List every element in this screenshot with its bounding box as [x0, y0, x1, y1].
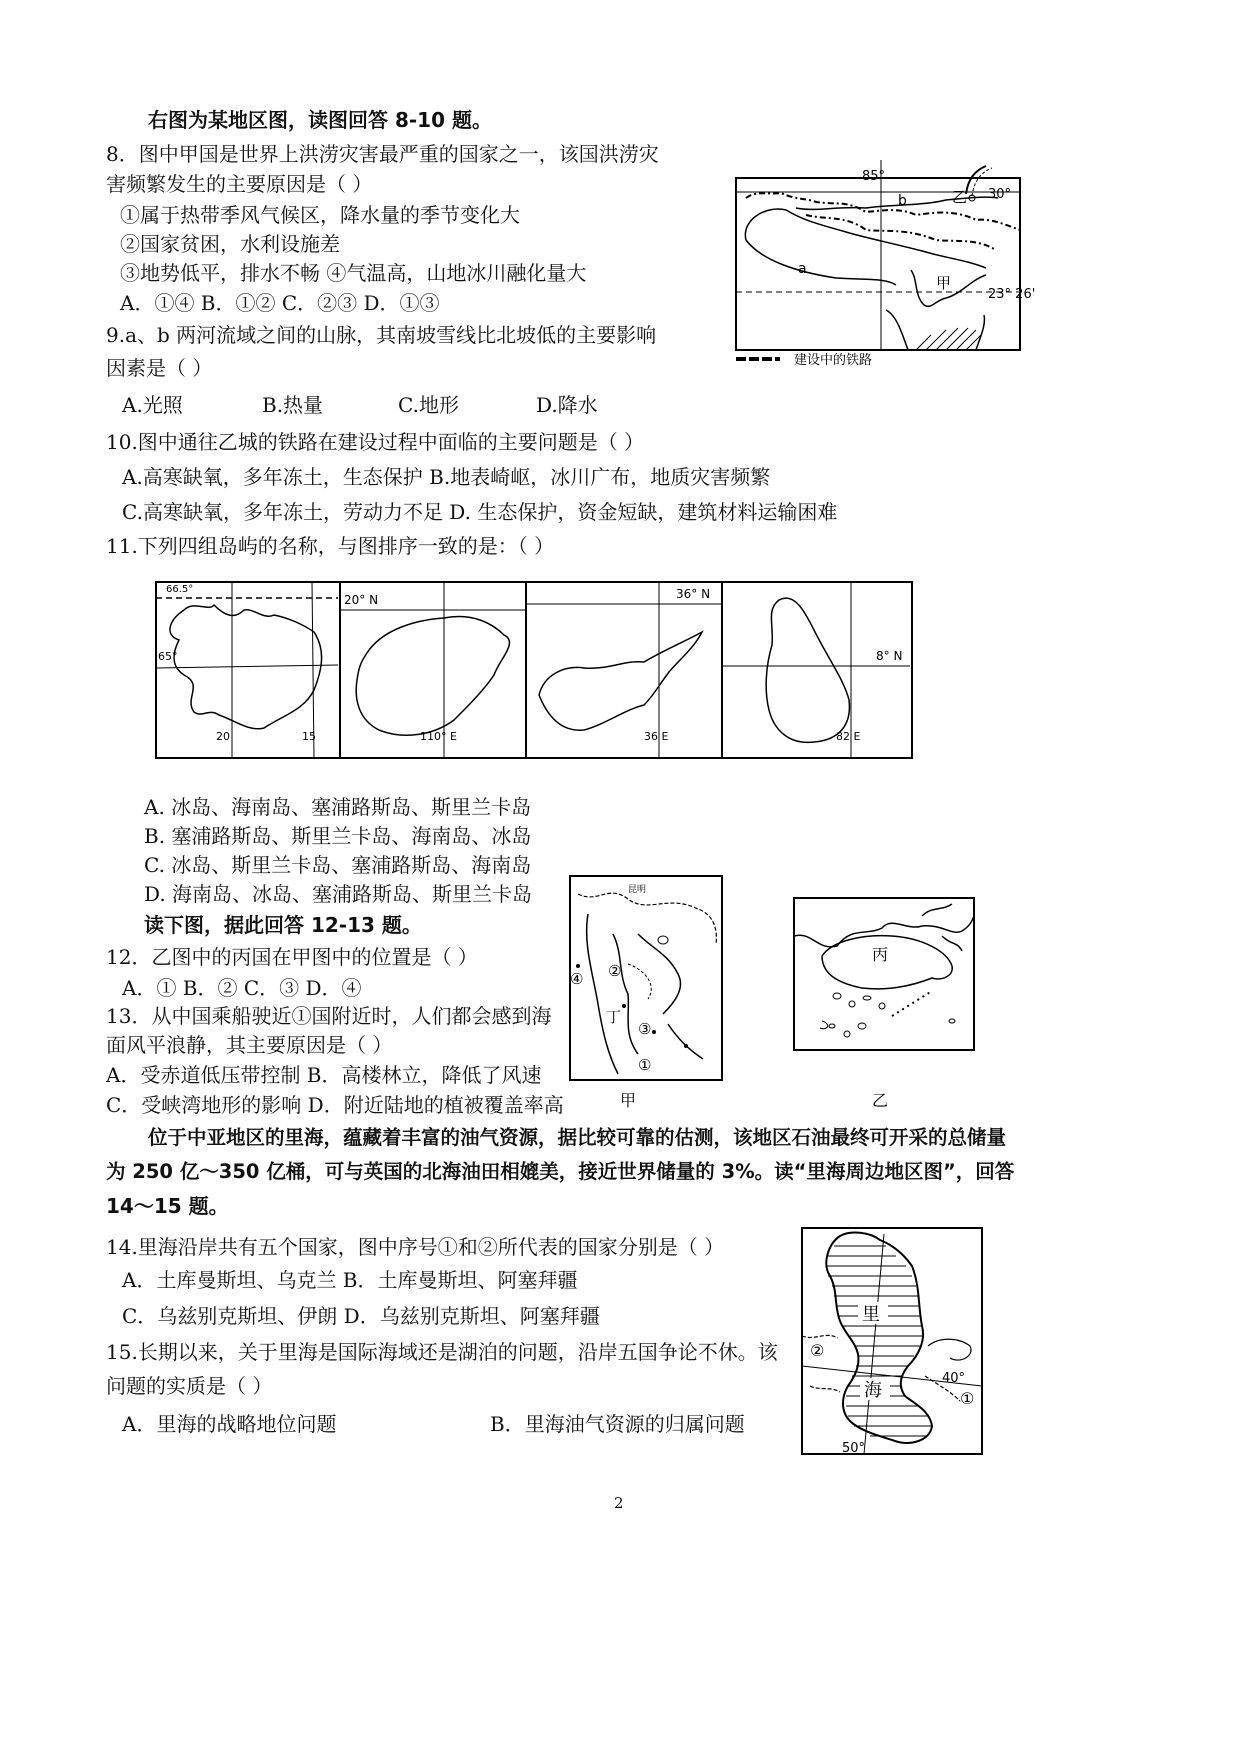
- caspian-marker-2: ②: [810, 1341, 825, 1360]
- iceland-lon1: 20: [216, 730, 230, 743]
- q8-stem-1: 8．图中甲国是世界上洪涝灾害最严重的国家之一，该国洪涝灾: [106, 142, 659, 166]
- q13-stem-2: 面风平浪静，其主要原因是（ ）: [106, 1033, 393, 1057]
- caspian-sea-map: [800, 1226, 990, 1462]
- q13-choices-ab: A．受赤道低压带控制 B．高楼林立，降低了风速: [106, 1063, 542, 1087]
- q11-stem: 11.下列四组岛屿的名称，与图排序一致的是：（ ）: [106, 534, 555, 558]
- railway-legend: 建设中的铁路: [794, 353, 873, 368]
- q10-choices-cd: C.高寒缺氧，多年冻土，劳动力不足 D. 生态保护，资金短缺，建筑材料运输困难: [122, 500, 838, 524]
- jia-marker-4: ④: [570, 970, 584, 988]
- cyprus-lat: 36° N: [676, 587, 711, 601]
- q10-stem: 10.图中通往乙城的铁路在建设过程中面临的主要问题是（ ）: [106, 430, 645, 454]
- srilanka-lon: 82 E: [836, 730, 861, 743]
- q14-choices-ab: A．土库曼斯坦、乌克兰 B．土库曼斯坦、阿塞拜疆: [122, 1268, 578, 1292]
- map1-lat23-label: 23° 26': [988, 287, 1036, 302]
- map-yi: [792, 896, 978, 1112]
- intro-8-10: 右图为某地区图，读图回答 8-10 题。: [148, 108, 492, 132]
- q8-option-3-4: ③地势低平，排水不畅 ④气温高，山地冰川融化量大: [120, 261, 587, 285]
- q11-choice-c: C. 冰岛、斯里兰卡岛、塞浦路斯岛、海南岛: [144, 853, 532, 877]
- q9-choice-c: C.地形: [398, 393, 459, 417]
- q12-choices: A．① B．② C．③ D．④: [122, 976, 362, 1000]
- hainan-lon: 110° E: [420, 730, 457, 743]
- map-yi-caption: 乙: [872, 1091, 889, 1110]
- intro-12-13: 读下图，据此回答 12-13 题。: [144, 913, 422, 937]
- map-jia-caption: 甲: [620, 1091, 637, 1110]
- hainan-lat: 20° N: [344, 593, 379, 607]
- cyprus-lon: 36 E: [644, 730, 669, 743]
- intro-14-15-line1: 位于中亚地区的里海，蕴藏着丰富的油气资源，据比较可靠的估测，该地区石油最终可开采的总储量: [148, 1126, 1007, 1149]
- q9-choice-b: B.热量: [262, 393, 324, 417]
- q15-choice-b: B．里海油气资源的归属问题: [490, 1412, 745, 1436]
- q14-stem: 14.里海沿岸共有五个国家，图中序号①和②所代表的国家分别是（ ）: [106, 1235, 725, 1259]
- q11-choice-d: D. 海南岛、冰岛、塞浦路斯岛、斯里兰卡岛: [144, 882, 533, 906]
- page-number: 2: [614, 1494, 624, 1512]
- iceland-lat1: 66.5°: [166, 584, 194, 595]
- country-jia-label: 甲: [936, 274, 952, 292]
- iceland-lon2: 15: [302, 730, 316, 743]
- q9-choice-d: D.降水: [536, 393, 598, 417]
- q9-stem-2: 因素是（ ）: [106, 356, 213, 380]
- caspian-hai-label: 海: [864, 1380, 882, 1401]
- bing-label: 丙: [872, 945, 889, 964]
- q10-choices-ab: A.高寒缺氧，多年冻土，生态保护 B.地表崎岖，冰川广布，地质灾害频繁: [122, 465, 771, 489]
- q15-stem-2: 问题的实质是（ ）: [106, 1374, 273, 1398]
- q11-choice-a: A. 冰岛、海南岛、塞浦路斯岛、斯里兰卡岛: [144, 795, 532, 819]
- map1-lon-label: 85°: [862, 169, 886, 184]
- q15-stem-1: 15.长期以来，关于里海是国际海域还是湖泊的问题，沿岸五国争论不休。该: [106, 1340, 778, 1364]
- caspian-li-label: 里: [862, 1304, 880, 1325]
- jia-marker-2: ②: [608, 962, 622, 980]
- caspian-lat-label: 40°: [942, 1371, 966, 1386]
- south-asia-map: [736, 160, 1036, 390]
- ding-label: 丁: [606, 1008, 622, 1026]
- q9-choice-a: A.光照: [122, 393, 183, 417]
- intro-14-15-line3: 14～15 题。: [106, 1194, 229, 1218]
- q8-stem-2: 害频繁发生的主要原因是（ ）: [106, 172, 373, 196]
- islands-figure: [154, 580, 914, 760]
- caspian-marker-1: ①: [960, 1389, 975, 1408]
- jia-marker-3: ③: [638, 1020, 652, 1038]
- q9-stem-1: 9.a、b 两河流域之间的山脉，其南坡雪线比北坡低的主要影响: [106, 323, 657, 347]
- q13-choices-cd: C．受峡湾地形的影响 D．附近陆地的植被覆盖率高: [106, 1093, 564, 1117]
- q15-choice-a: A．里海的战略地位问题: [122, 1412, 337, 1436]
- q14-choices-cd: C．乌兹别克斯坦、伊朗 D．乌兹别克斯坦、阿塞拜疆: [122, 1304, 600, 1328]
- q11-choice-b: B. 塞浦路斯岛、斯里兰卡岛、海南岛、冰岛: [144, 824, 532, 848]
- city-yi-label: 乙: [952, 188, 968, 206]
- river-b-label: b: [898, 193, 907, 209]
- kunming-label: 昆明: [628, 885, 647, 895]
- q13-stem-1: 13．从中国乘船驶近①国附近时，人们都会感到海: [106, 1004, 552, 1028]
- iceland-lat2: 65°: [158, 650, 178, 663]
- q8-option-2: ②国家贫困，水利设施差: [120, 232, 340, 256]
- q12-stem: 12．乙图中的丙国在甲图中的位置是（ ）: [106, 945, 478, 969]
- q8-option-1: ①属于热带季风气候区，降水量的季节变化大: [120, 203, 520, 227]
- caspian-lon-label: 50°: [842, 1441, 866, 1456]
- intro-14-15-line2: 为 250 亿～350 亿桶，可与英国的北海油田相媲美，接近世界储量的 3%。读“里海周边地区图”，回答: [106, 1160, 1015, 1183]
- map1-lat30-label: 30°: [988, 187, 1012, 202]
- jia-marker-1: ①: [638, 1056, 652, 1074]
- river-a-label: a: [798, 261, 807, 277]
- q8-choices: A．①④ B．①② C．②③ D．①③: [120, 291, 440, 315]
- srilanka-lat: 8° N: [876, 649, 903, 663]
- southeast-asia-map-jia: [568, 874, 728, 1114]
